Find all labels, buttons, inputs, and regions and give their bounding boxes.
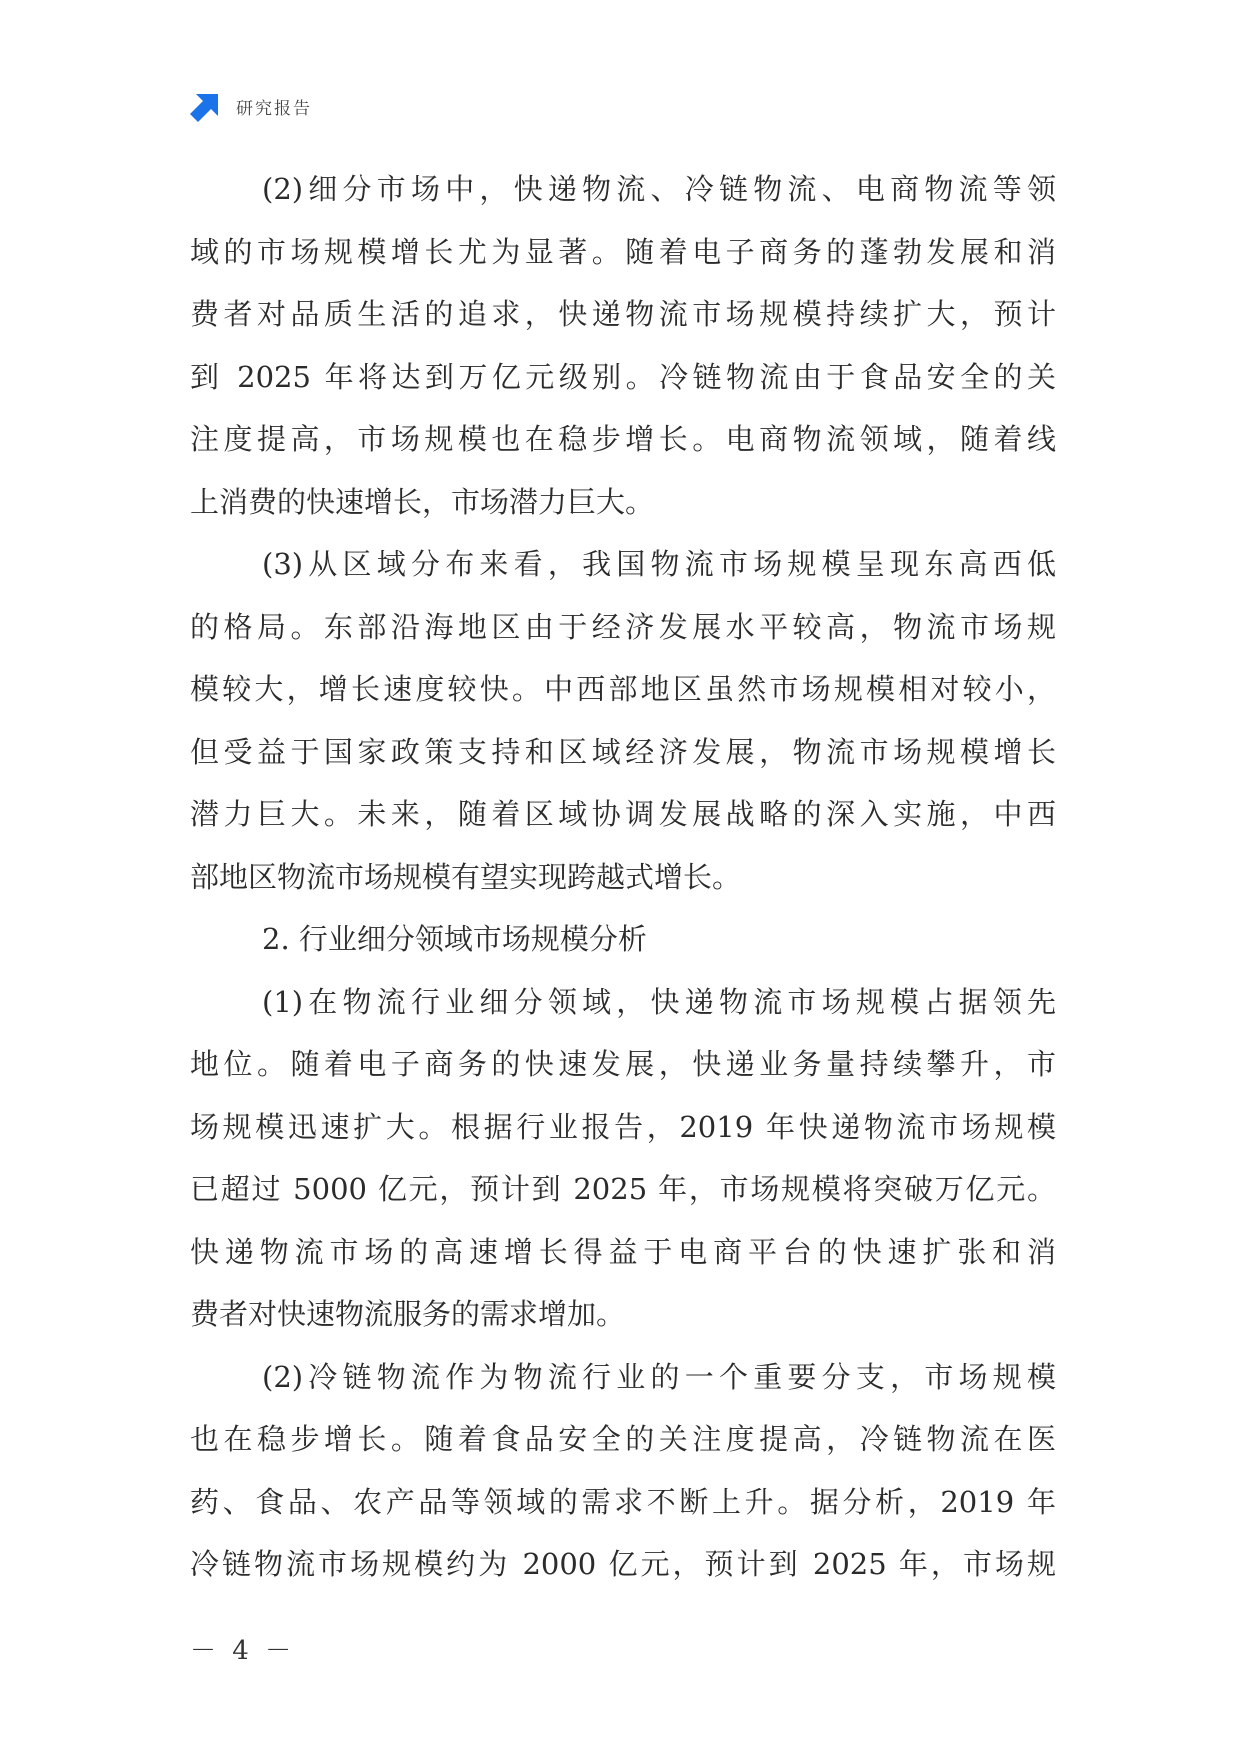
text-line: (2)细分市场中，快递物流、冷链物流、电商物流等领: [262, 172, 1056, 206]
arrow-up-right-icon: [190, 90, 222, 122]
text-line: 到 2025 年将达到万亿元级别。冷链物流由于食品安全的关: [190, 359, 1056, 394]
text-line: 注度提高，市场规模也在稳步增长。电商物流领域，随着线: [190, 422, 1056, 456]
page-header: [190, 90, 312, 122]
paragraph: [190, 158, 1056, 533]
text-line: 上消费的快速增长，市场潜力巨大。: [190, 484, 655, 519]
text-line: 冷链物流市场规模约为 2000 亿元，预计到 2025 年，市场规: [190, 1547, 1056, 1581]
paragraph: [190, 533, 1056, 908]
text-line: 的格局。东部沿海地区由于经济发展水平较高，物流市场规: [190, 609, 1056, 644]
text-line: 地位。随着电子商务的快速发展，快递业务量持续攀升，市: [190, 1047, 1056, 1081]
text-line: (2)冷链物流作为物流行业的一个重要分支，市场规模: [262, 1359, 1056, 1394]
document-body: [190, 158, 1056, 1596]
text-line: 域的市场规模增长尤为显著。随着电子商务的蓬勃发展和消: [190, 234, 1056, 269]
paragraph: [190, 1346, 1056, 1596]
page-number: － 4 －: [190, 1636, 296, 1666]
section-heading: 2. 行业细分领域市场规模分析: [262, 922, 647, 956]
text-line: 场规模迅速扩大。根据行业报告，2019 年快递物流市场规模: [190, 1109, 1056, 1144]
text-line: (3)从区域分布来看，我国物流市场规模呈现东高西低: [262, 547, 1056, 581]
text-line: 已超过 5000 亿元，预计到 2025 年，市场规模将突破万亿元。: [190, 1172, 1056, 1206]
paragraph: [190, 971, 1056, 1346]
text-line: 快递物流市场的高速增长得益于电商平台的快速扩张和消: [190, 1234, 1056, 1269]
header-title: 研究报告: [236, 98, 312, 119]
text-line: 药、食品、农产品等领域的需求不断上升。据分析，2019 年: [190, 1484, 1056, 1519]
text-line: 费者对快速物流服务的需求增加。: [190, 1297, 626, 1331]
text-line: (1)在物流行业细分领域，快递物流市场规模占据领先: [262, 984, 1056, 1019]
text-line: 部地区物流市场规模有望实现跨越式增长。: [190, 859, 742, 894]
text-line: 潜力巨大。未来，随着区域协调发展战略的深入实施，中西: [190, 797, 1056, 831]
text-line: 也在稳步增长。随着食品安全的关注度提高，冷链物流在医: [190, 1422, 1056, 1456]
text-line: 费者对品质生活的追求，快递物流市场规模持续扩大，预计: [190, 297, 1056, 331]
text-line: 模较大，增长速度较快。中西部地区虽然市场规模相对较小，: [190, 672, 1056, 706]
text-line: 但受益于国家政策支持和区域经济发展，物流市场规模增长: [190, 734, 1056, 769]
